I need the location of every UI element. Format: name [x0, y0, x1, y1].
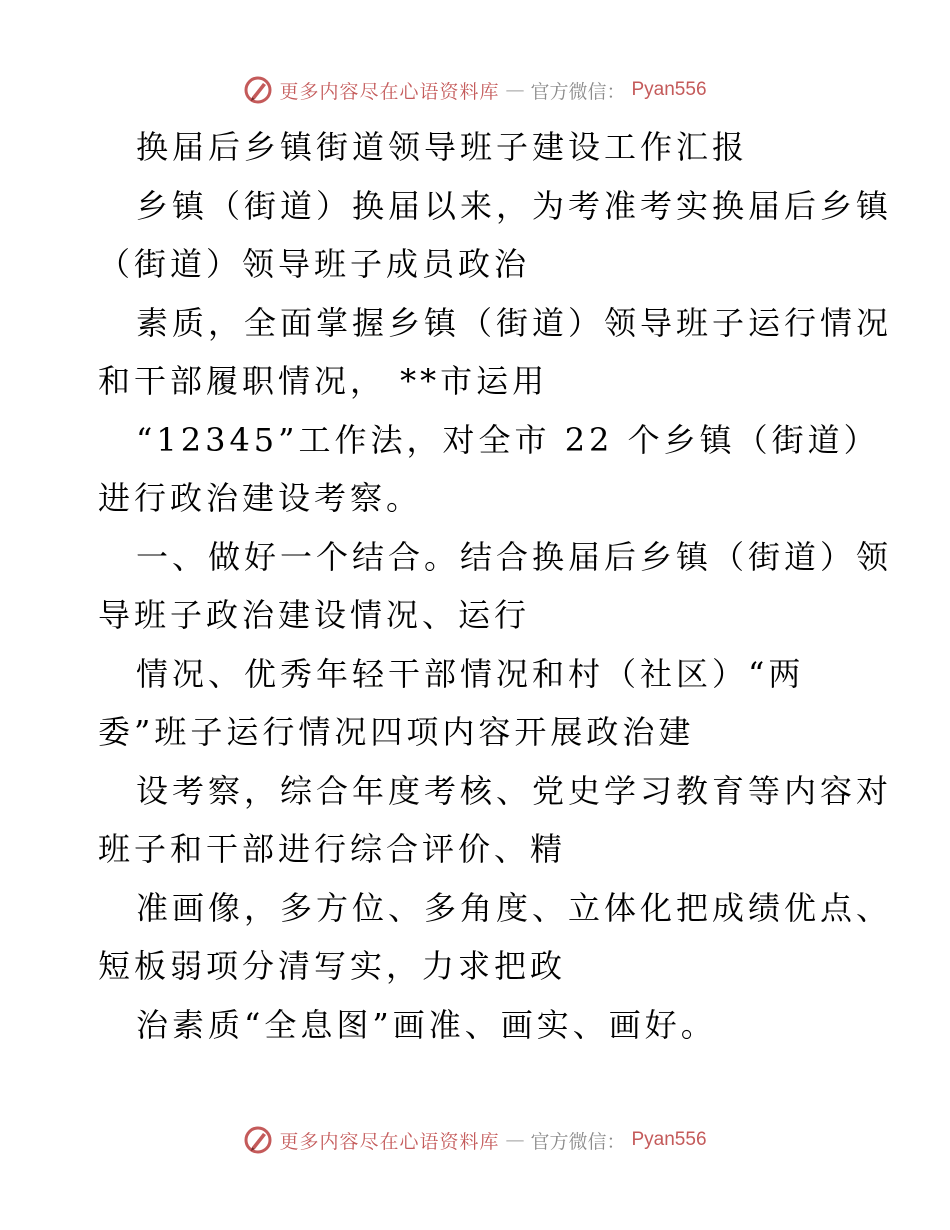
header-watermark — [0, 70, 950, 110]
text-line: 短板弱项分清写实，力求把政 — [98, 947, 567, 985]
watermark-group — [243, 75, 706, 105]
text-line: “12345”工作法，对全市 22 个乡镇（街道） — [136, 420, 880, 459]
section-heading-line: 一、做好一个结合。结合换届后乡镇（街道）领 — [136, 537, 893, 576]
text-line: 进行政治建设考察。 — [98, 479, 423, 517]
text-line: 乡镇（街道）换届以来，为考准考实换届后乡镇 — [136, 186, 893, 225]
document-title: 换届后乡镇街道领导班子建设工作汇报 — [136, 128, 749, 166]
text-line: 情况、优秀年轻干部情况和村（社区）“两 — [136, 654, 805, 693]
text-line: 准画像，多方位、多角度、立体化把成绩优点、 — [136, 888, 893, 927]
watermark-wechat-id: Pyan556 — [631, 1129, 707, 1150]
footer-watermark — [0, 1120, 950, 1160]
text-line: 设考察，综合年度考核、党史学习教育等内容对 — [136, 771, 893, 810]
watermark-separator: — — [505, 1129, 525, 1151]
document-body — [98, 118, 893, 1054]
watermark-official-label: 官方微信： — [530, 1130, 626, 1153]
watermark-group — [243, 1125, 706, 1155]
text-line: 和干部履职情况， **市运用 — [98, 362, 549, 400]
watermark-separator: — — [505, 79, 525, 101]
text-line: 治素质“全息图”画准、画实、画好。 — [136, 1005, 717, 1044]
text-line: 班子和干部进行综合评价、精 — [98, 830, 567, 868]
watermark-official-label: 官方微信： — [530, 80, 626, 103]
pen-logo-icon — [243, 75, 273, 105]
text-line: 委”班子运行情况四项内容开展政治建 — [98, 713, 695, 751]
watermark-text: 更多内容尽在心语资料库 — [279, 80, 500, 103]
pen-logo-icon — [243, 1125, 273, 1155]
watermark-wechat-id: Pyan556 — [631, 79, 707, 100]
watermark-text: 更多内容尽在心语资料库 — [279, 1130, 500, 1153]
text-line: 导班子政治建设情况、运行 — [98, 596, 531, 634]
text-line: 素质，全面掌握乡镇（街道）领导班子运行情况 — [136, 303, 893, 342]
text-line: （街道）领导班子成员政治 — [98, 245, 531, 283]
